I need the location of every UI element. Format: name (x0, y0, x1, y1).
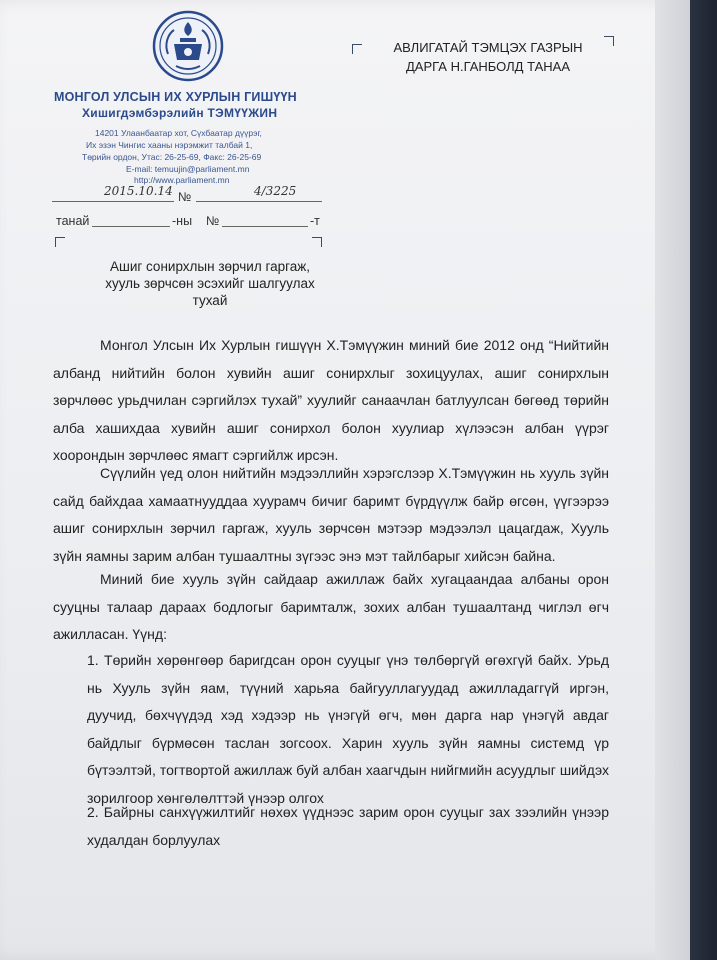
corner-mark (352, 44, 362, 54)
reply-date-underline (92, 226, 170, 227)
number-handwritten: 4/3225 (254, 184, 297, 198)
subject-line-3: тухай (192, 293, 228, 308)
date-handwritten: 2015.10.14 (104, 184, 173, 198)
address-line-1: 14201 Улаанбаатар хот, Сүхбаатар дүүрэг, (95, 128, 262, 138)
addressee-line-2: ДАРГА Н.ГАНБОЛД ТАНАА (405, 59, 571, 74)
number-label: № (178, 190, 192, 204)
corner-mark (312, 237, 322, 247)
reply-prefix: танай (56, 214, 90, 228)
addressee-block (378, 38, 598, 76)
number-underline (196, 201, 322, 202)
letterhead-member-name: Хишигдэмбэрэлийн ТЭМҮҮЖИН (82, 106, 278, 120)
list-item-2: 2. Байрны санхүүжилтийг нөхөх үүднээс зарим орон сууцыг зах зээлийн үнээр худалдан борлуулах (87, 804, 609, 848)
page-edge (655, 0, 690, 960)
subject-block (90, 258, 330, 309)
addressee-line-1: АВЛИГАТАЙ ТЭМЦЭХ ГАЗРЫН (393, 40, 583, 55)
corner-mark (604, 36, 614, 46)
date-underline (52, 201, 174, 202)
subject-line-2: хууль зөрчсөн эсэхийг шалгуулах (105, 276, 315, 291)
subject-line-1: Ашиг сонирхлын зөрчил гаргаж, (109, 259, 311, 274)
website-line: http://www.parliament.mn (134, 175, 230, 185)
email-line: E-mail: temuujin@parliament.mn (126, 164, 250, 174)
body-paragraph-1: Монгол Улсын Их Хурлын гишүүн Х.Тэмүүжин миний бие 2012 онд “Нийтийн албанд нийтийн болон хувийн ашиг сонирхлыг зохицуулах, ашиг сонирхлын зөрчлөөс урьдчилан сэргийлэх тухай” хуулийг санаачлан батлуулсан бөгөөд төрийн алба хашихдаа хувийн ашиг сонирхол болон хуулиар хүлээсэн албан үүрэг хоорондын зөрчлөөс ямагт сэргийлж ирсэн. (53, 337, 609, 463)
reply-number-label: № (206, 214, 220, 228)
letterhead-org-name: МОНГОЛ УЛСЫН ИХ ХУРЛЫН ГИШҮҮН (54, 90, 297, 104)
body-paragraph-2: Сүүлийн үед олон нийтийн мэдээллийн хэрэгслээр Х.Тэмүүжин нь хууль зүйн сайд байхдаа хамаатнууддаа хуурамч бичиг баримт бүрдүүлж байр өгсөн, үүгээрээ ашиг сонирхлын зөрчил гаргаж, хууль зөрчсөн мэтээр мэдээлэл цацагдаж, Хууль зүйн яамны зарим албан тушаалтны зүгээс энэ мэт тайлбарыг хийсэн байна. (53, 465, 609, 564)
corner-mark (55, 237, 65, 247)
address-line-2: Их эзэн Чингис хааны нэрэмжит талбай 1, (86, 140, 253, 150)
body-paragraph-3: Миний бие хууль зүйн сайдаар ажиллаж байх хугацаандаа албаны орон сууцны талаар дараах бодлогыг баримталж, зохих албан тушаалтанд чиглэл өгч ажилласан. Үүнд: (53, 571, 609, 642)
list-item-1: 1. Төрийн хөрөнгөөр баригдсан орон сууцыг үнэ төлбөргүй өгөхгүй байх. Урьд нь Хууль зүйн яам, түүний харьяа байгууллагуудад ажилладаггүй иргэн, дуучид, бөхчүүдэд хэд хэдээр нь үнэгүй өгч, мөн дарга нар үнэгүй авдаг байдлыг бүрмөсөн таслан зогсоох. Харин хууль зүйн яамны системд үр бүтээлтэй, тогтвортой ажиллаж буй албан хаагчдын нийгмийн асуудлыг шийдэх зорилгоор хөнгөлөлттэй үнээр олгох (87, 652, 609, 806)
reply-mid: -ны (172, 214, 193, 228)
state-emblem-icon (150, 8, 226, 84)
reply-suffix: -т (310, 214, 320, 228)
background-strip (690, 0, 717, 960)
reply-number-underline (222, 226, 308, 227)
address-line-3: Төрийн ордон, Утас: 26-25-69, Факс: 26-25-69 (82, 152, 262, 162)
